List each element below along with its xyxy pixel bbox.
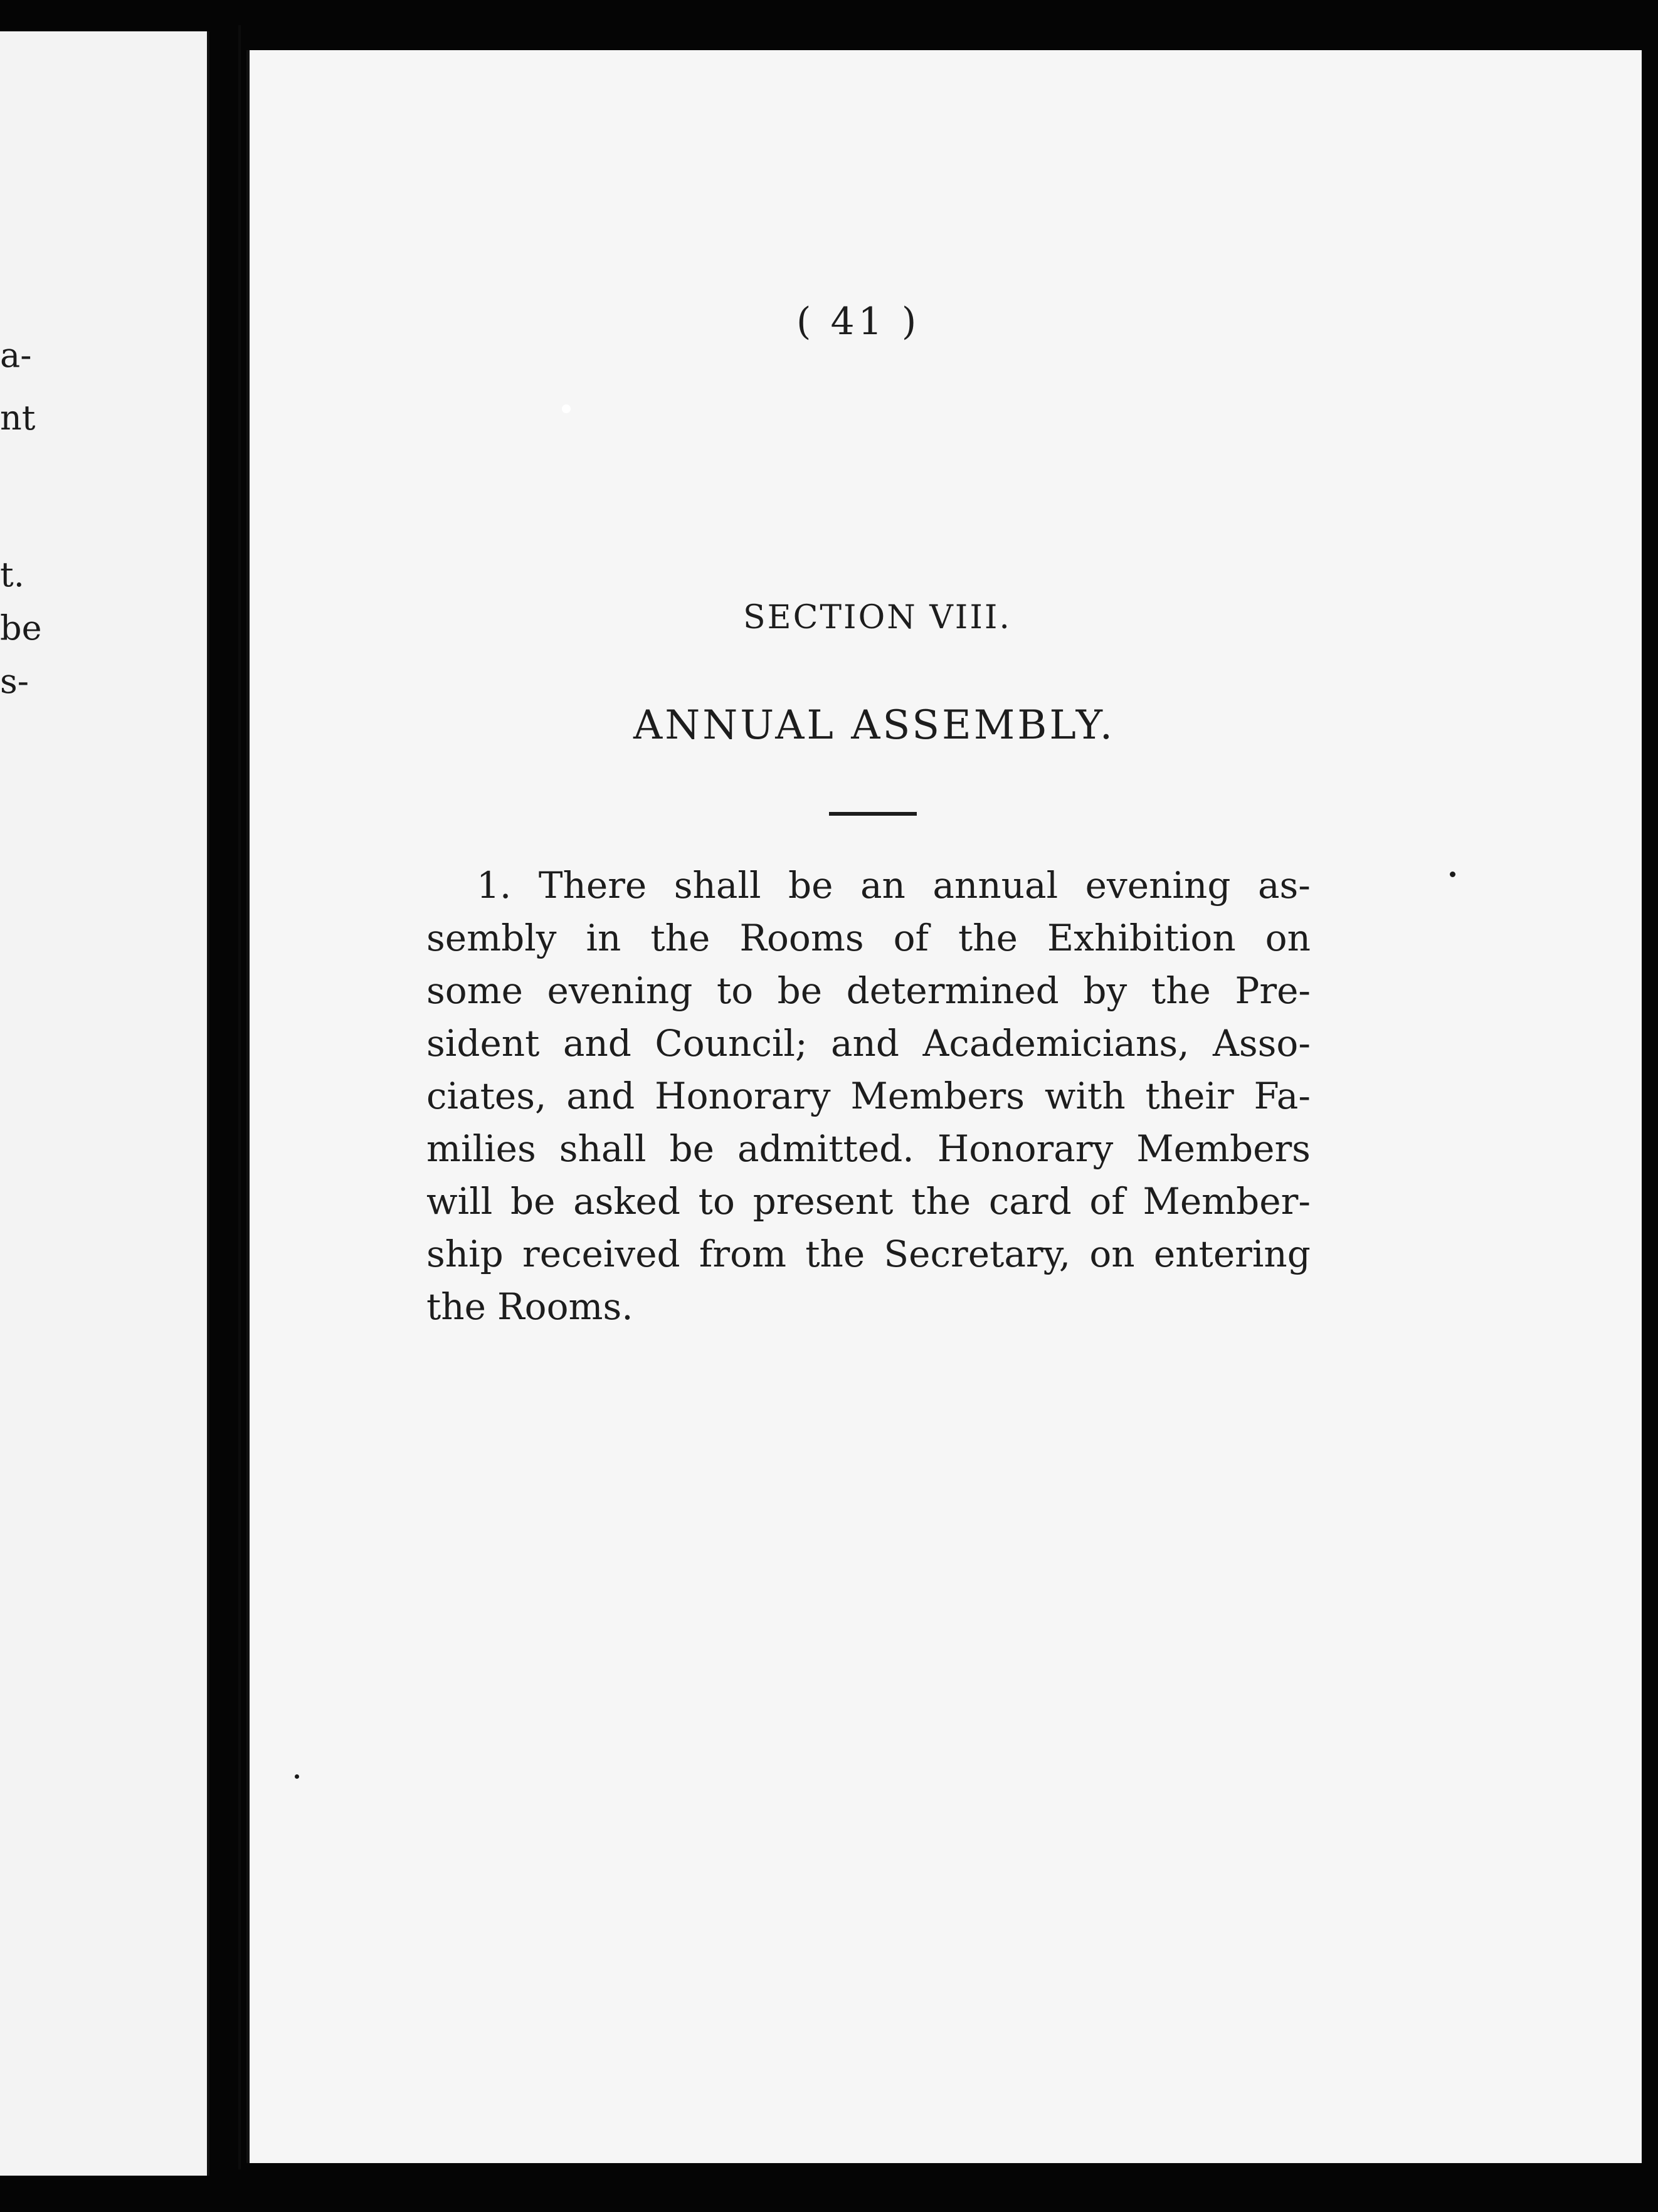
body-word: the xyxy=(650,917,710,959)
body-word: of xyxy=(1089,1180,1125,1223)
body-word: Asso- xyxy=(1213,1022,1311,1065)
body-word: Secretary, xyxy=(884,1233,1071,1275)
left-page-fragment: a- xyxy=(0,335,32,375)
body-line xyxy=(426,1070,1311,1122)
title-divider-rule xyxy=(829,812,917,816)
left-page-fragment: nt xyxy=(0,398,36,438)
body-word: an xyxy=(860,864,906,907)
body-word: and xyxy=(562,1022,631,1065)
body-word: some xyxy=(426,969,524,1012)
body-word: sembly xyxy=(426,917,557,959)
body-word: be xyxy=(510,1180,556,1223)
left-page-fragment: be xyxy=(0,608,42,648)
body-word: shall xyxy=(559,1127,647,1170)
section-heading: SECTION VIII. xyxy=(743,599,1011,636)
body-word: Honorary xyxy=(655,1075,831,1117)
left-page-fragment: s- xyxy=(0,661,29,701)
scan-speck xyxy=(562,404,571,413)
body-word: Exhibition xyxy=(1047,917,1236,959)
body-word: their xyxy=(1145,1075,1234,1117)
body-word: and xyxy=(566,1075,635,1117)
body-line xyxy=(426,964,1311,1017)
body-word: be xyxy=(669,1127,714,1170)
scan-speck xyxy=(295,1774,299,1779)
body-word: admitted. xyxy=(737,1127,914,1170)
body-word: sident xyxy=(426,1022,540,1065)
previous-page-edge xyxy=(0,31,209,2176)
body-word: from xyxy=(699,1233,786,1275)
body-word: with xyxy=(1044,1075,1126,1117)
body-word: entering xyxy=(1153,1233,1311,1275)
body-word: milies xyxy=(426,1127,536,1170)
body-word: Members xyxy=(850,1075,1025,1117)
body-word: the xyxy=(1151,969,1211,1012)
body-word: be xyxy=(777,969,823,1012)
body-line xyxy=(426,1280,1311,1333)
body-word: to xyxy=(698,1180,735,1223)
body-line xyxy=(426,859,1311,912)
body-line xyxy=(426,1175,1311,1228)
body-word: in xyxy=(586,917,621,959)
body-word: present xyxy=(752,1180,894,1223)
body-word: shall xyxy=(673,864,761,907)
body-word: evening xyxy=(1085,864,1231,907)
body-word: evening xyxy=(547,969,693,1012)
body-word: There xyxy=(538,864,647,907)
body-word: and xyxy=(830,1022,900,1065)
body-line xyxy=(426,1228,1311,1280)
body-word: Member- xyxy=(1143,1180,1311,1223)
body-word: Pre- xyxy=(1235,969,1311,1012)
body-word: the xyxy=(958,917,1018,959)
body-word: the xyxy=(805,1233,865,1275)
body-line xyxy=(426,1122,1311,1175)
body-word: Fa- xyxy=(1254,1075,1311,1117)
left-page-fragment: t. xyxy=(0,555,24,594)
body-word: be xyxy=(788,864,833,907)
body-word: to xyxy=(716,969,754,1012)
body-line xyxy=(426,1017,1311,1070)
body-word: ciates, xyxy=(426,1075,547,1117)
article-title: ANNUAL ASSEMBLY. xyxy=(633,702,1116,749)
body-word: ship xyxy=(426,1233,504,1275)
body-line xyxy=(426,912,1311,964)
body-word: Honorary xyxy=(937,1127,1114,1170)
page-number: ( 41 ) xyxy=(796,300,921,344)
body-word: asked xyxy=(573,1180,681,1223)
body-word: Academicians, xyxy=(922,1022,1190,1065)
body-word: Members xyxy=(1136,1127,1311,1170)
body-paragraph xyxy=(426,859,1311,1333)
body-word: Rooms. xyxy=(497,1285,633,1328)
body-word: determined xyxy=(846,969,1059,1012)
body-word: 1. xyxy=(477,864,512,907)
body-word: as- xyxy=(1257,864,1311,907)
body-word: of xyxy=(893,917,929,959)
body-word: will xyxy=(426,1180,493,1223)
body-word: by xyxy=(1083,969,1127,1012)
body-word: on xyxy=(1265,917,1311,959)
body-word: the xyxy=(911,1180,971,1223)
body-word: on xyxy=(1089,1233,1135,1275)
body-word: card xyxy=(988,1180,1072,1223)
body-word: the xyxy=(426,1285,486,1328)
body-word: Rooms xyxy=(739,917,864,959)
body-word: annual xyxy=(932,864,1059,907)
body-word: received xyxy=(522,1233,680,1275)
body-word: Council; xyxy=(655,1022,808,1065)
scan-speck xyxy=(1450,872,1455,877)
page-gutter-line xyxy=(238,25,241,2169)
